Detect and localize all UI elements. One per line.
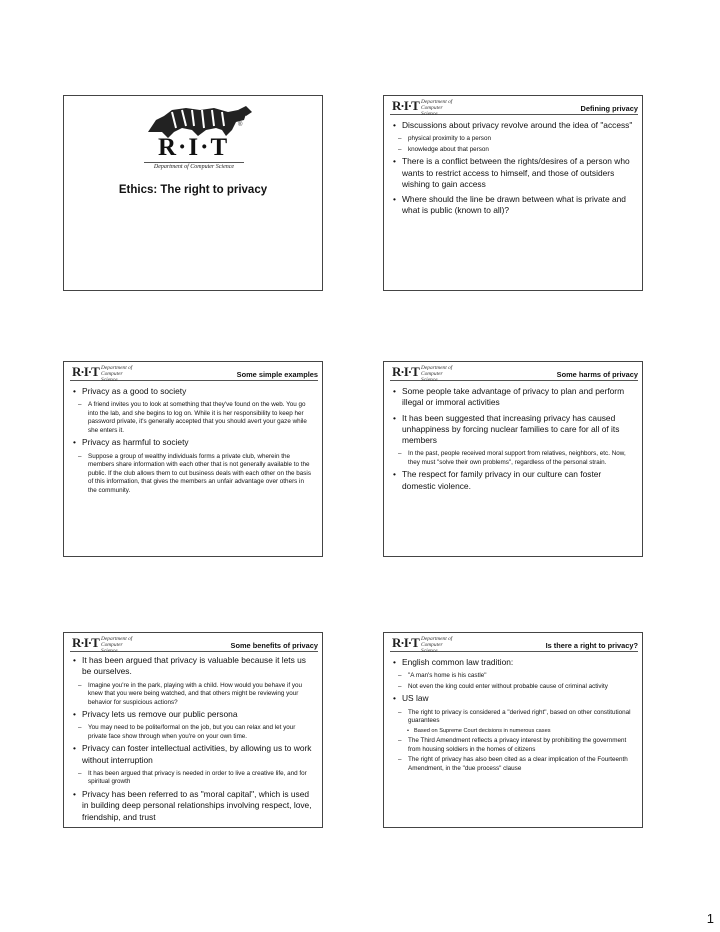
registered-mark: ® [238,122,243,128]
sub-bullet: – The right to privacy is considered a "derived right", based on other constitutional guarantees [392,709,634,726]
slide-defining-privacy [383,95,643,291]
slide-body [392,657,634,775]
slide-benefits-of-privacy [63,632,323,828]
slide-right-to-privacy [383,632,643,828]
slide-title: Is there a right to privacy? [545,641,638,650]
slide-body [392,120,634,221]
bullet: • Discussions about privacy revolve around the idea of "access" [392,120,634,131]
rit-mini-logo: R·I·T Department of Computer Science [392,98,453,117]
slide-title: Defining privacy [580,104,638,113]
slide-body [72,655,314,827]
slide-body [72,386,314,497]
sub-bullet: – A friend invites you to look at something that they've found on the web. You go into the lab, and she begins to log on. While it is her responsibility to keep her password private, it's generally accepted that you should avert your gaze while she enters it. [72,401,314,435]
bullet: • Privacy as harmful to society [72,437,314,448]
bullet: • There is a conflict between the rights/desires of a person who wants to restrict access to himself, and those of outsiders wishing to gain access [392,156,634,190]
department-name: Department of Computer Science [144,162,244,170]
slide-header [390,98,638,115]
slide-header [70,635,318,652]
sub-sub-bullet: • Based on Supreme Court decisions in numerous cases [392,728,634,736]
bullet: • US law [392,693,634,704]
presentation-title: Ethics: The right to privacy [118,184,268,196]
bullet: • It has been suggested that increasing privacy has caused unhappiness by forcing nuclear families to care for all of its members [392,413,634,447]
title-slide [63,95,323,291]
sub-bullet: – physical proximity to a person [392,135,634,144]
rit-mini-logo: R·I·T Department of Computer Science [392,635,453,654]
slide-header [390,635,638,652]
sub-bullet: – knowledge about that person [392,146,634,155]
bullet: • It has been argued that privacy is valuable because it lets us be ourselves. [72,655,314,678]
slide-title: Some benefits of privacy [230,641,318,650]
bullet: • The respect for family privacy in our culture can foster domestic violence. [392,469,634,492]
sub-bullet: – Suppose a group of wealthy individuals forms a private club, wherein the members share information with each other that is not generally available to the public. If the club allows them to cut business deals with each other on the basis of this information, that gives the members an unfair advantage over others in the community. [72,453,314,496]
bullet: • English common law tradition: [392,657,634,668]
sub-bullet: – Not even the king could enter without probable cause of criminal activity [392,683,634,692]
bullet: • Some people take advantage of privacy to plan and perform illegal or immoral activities [392,386,634,409]
rit-mini-logo: R·I·T Department of Computer Science [72,364,133,383]
rit-mini-logo: R·I·T Department of Computer Science [392,364,453,383]
bullet: • Privacy lets us remove our public persona [72,709,314,720]
sub-bullet: – Imagine you're in the park, playing with a child. How would you behave if you knew that you were being watched, and that others might be reviewing your behavior for suspicious actions? [72,682,314,708]
slide-body [392,386,634,496]
sub-bullet: – You may need to be polite/formal on the job, but you can relax and let your private face show through when you're on your own time. [72,724,314,741]
bullet: • Where should the line be drawn between what is private and what is public (known to all)? [392,194,634,217]
rit-mini-logo: R·I·T Department of Computer Science [72,635,133,654]
sub-bullet: – It has been argued that privacy is needed in order to live a creative life, and for spiritual growth [72,770,314,787]
sub-bullet: – In the past, people received moral support from relatives, neighbors, etc. Now, they must "solve their own problems", regardless of the personal strain. [392,450,634,467]
slide-title: Some harms of privacy [556,370,638,379]
sub-bullet: – The Third Amendment reflects a privacy interest by prohibiting the government from housing soldiers in the homes of citizens [392,737,634,754]
rit-logo-letters: R·I·T [158,134,230,161]
slide-title: Some simple examples [236,370,318,379]
slide-header [70,364,318,381]
bullet: • Privacy as a good to society [72,386,314,397]
sub-bullet: – "A man's home is his castle" [392,672,634,681]
page-number: 1 [706,911,714,926]
slide-header [390,364,638,381]
sub-bullet: – The right of privacy has also been cited as a clear implication of the Fourteenth Amendment, in the "due process" clause [392,756,634,773]
bullet: • Privacy has been referred to as "moral capital", which is used in building deep personal relationships involving respect, love, friendship, and trust [72,789,314,823]
slide-simple-examples [63,361,323,557]
slide-harms-of-privacy [383,361,643,557]
bullet: • Privacy can foster intellectual activities, by allowing us to work without interruption [72,743,314,766]
